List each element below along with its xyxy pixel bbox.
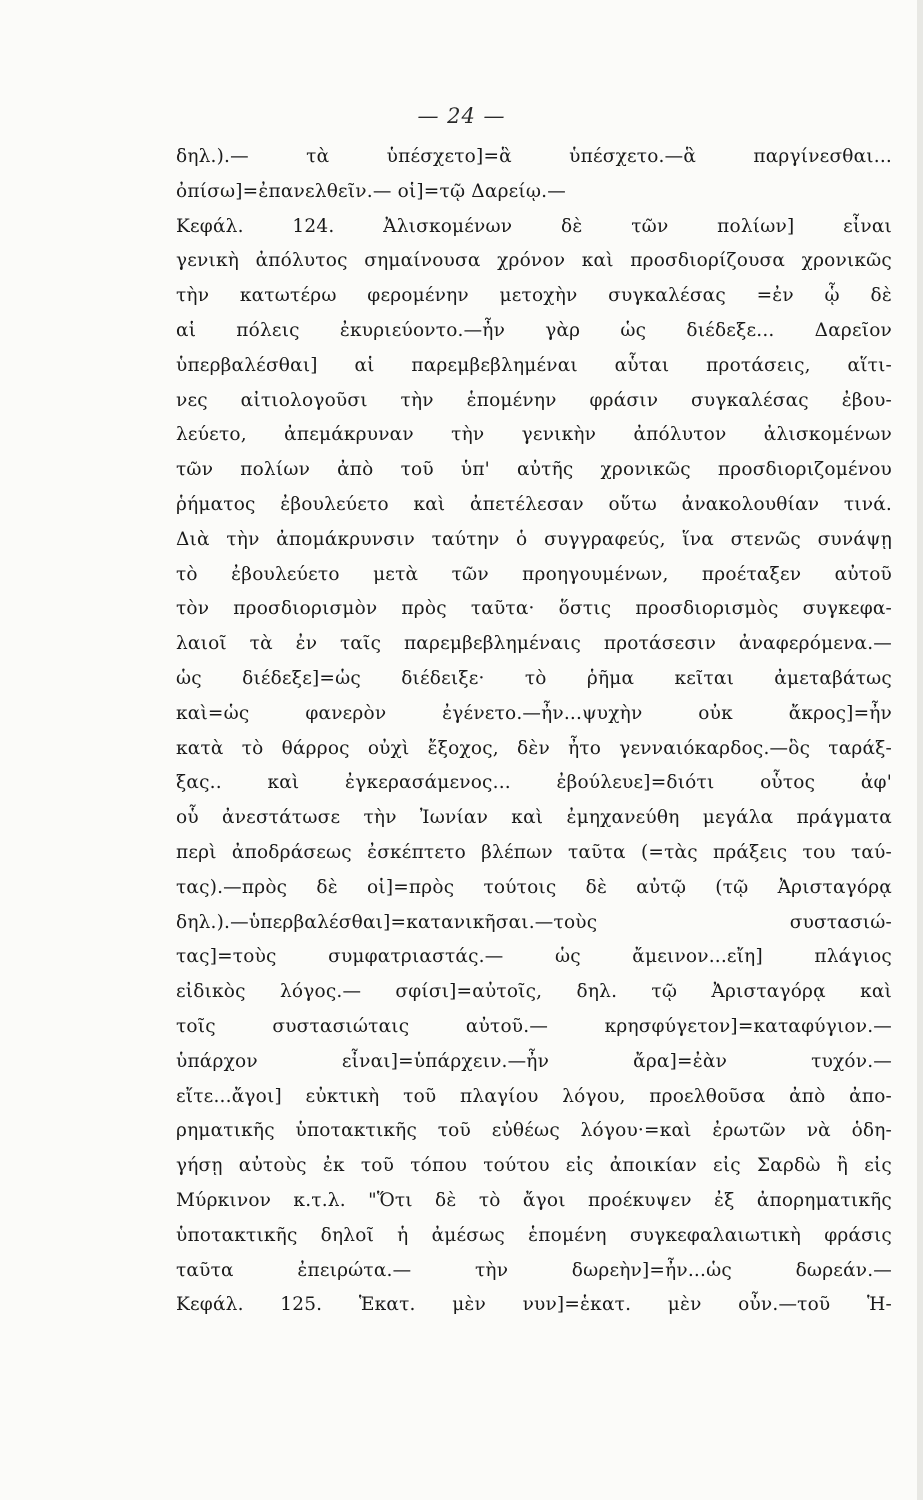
text-line: δηλ.).—ὑπερβαλέσθαι]=κατανικῆσαι.—τοὺς συστασιώ- bbox=[176, 911, 892, 933]
text-line: εἴτε...ἄγοι] εὐκτικὴ τοῦ πλαγίου λόγου, προελθοῦσα ἀπὸ ἀπο- bbox=[176, 1085, 892, 1107]
text-line: γενικὴ ἀπόλυτος σημαίνουσα χρόνον καὶ προσδιορίζουσα χρονικῶς bbox=[176, 250, 892, 272]
text-line: οὗ ἀνεστάτωσε τὴν Ἰωνίαν καὶ ἐμηχανεύθη μεγάλα πράγματα bbox=[176, 807, 892, 829]
text-line: λαιοῖ τὰ ἐν ταῖς παρεμβεβλημέναις προτάσεσιν ἀναφερόμενα.— bbox=[176, 633, 892, 655]
text-line: ὡς διέδεξε]=ὡς διέδειξε· τὸ ῥῆμα κεῖται ἀμεταβάτως bbox=[176, 667, 892, 689]
text-line: εἰδικὸς λόγος.— σφίσι]=αὐτοῖς, δηλ. τῷ Ἀρισταγόρᾳ καὶ bbox=[176, 981, 892, 1003]
text-line: ρηματικῆς ὑποτακτικῆς τοῦ εὐθέως λόγου·=καὶ ἐρωτῶν νὰ ὁδη- bbox=[176, 1120, 892, 1142]
text-line: ταῦτα ἐπειρώτα.— τὴν δωρεὴν]=ἦν...ὡς δωρεάν.— bbox=[176, 1259, 892, 1281]
page-number: — 24 — bbox=[417, 104, 506, 128]
text-line: τας).—πρὸς δὲ οἱ]=πρὸς τούτοις δὲ αὐτῷ (τῷ Ἀρισταγόρᾳ bbox=[176, 876, 892, 898]
text-line: ὑποτακτικῆς δηλοῖ ἡ ἀμέσως ἑπομένη συγκεφαλαιωτικὴ φράσις bbox=[176, 1224, 892, 1246]
text-line: νες αἰτιολογοῦσι τὴν ἑπομένην φράσιν συγκαλέσας ἐβου- bbox=[176, 389, 892, 411]
text-line: τὴν κατωτέρω φερομένην μετοχὴν συγκαλέσας =ἐν ᾧ δὲ bbox=[176, 285, 892, 307]
text-line: καὶ=ὡς φανερὸν ἐγένετο.—ἦν...ψυχὴν οὐκ ἄκρος]=ἦν bbox=[176, 702, 892, 724]
text-line: ῥήματος ἐβουλεύετο καὶ ἀπετέλεσαν οὕτω ἀνακολουθίαν τινά. bbox=[176, 493, 892, 515]
text-line: αἱ πόλεις ἐκυριεύοντο.—ἦν γὰρ ὡς διέδεξε... Δαρεῖον bbox=[176, 319, 892, 341]
text-line: Μύρκινον κ.τ.λ. "Ὅτι δὲ τὸ ἄγοι προέκυψεν ἐξ ἀπορηματικῆς bbox=[176, 1189, 892, 1211]
text-line: ξας.. καὶ ἐγκερασάμενος... ἐβούλευε]=διότι οὗτος ἀφ' bbox=[176, 772, 892, 794]
text-line: λεύετο, ἀπεμάκρυναν τὴν γενικὴν ἀπόλυτον ἀλισκομένων bbox=[176, 424, 892, 446]
page-edge bbox=[917, 0, 923, 1500]
text-line: Κεφάλ. 124. Ἀλισκομένων δὲ τῶν πολίων] εἶναι bbox=[176, 215, 892, 237]
text-line: ὑπερβαλέσθαι] αἱ παρεμβεβλημέναι αὗται προτάσεις, αἵτι- bbox=[176, 354, 892, 376]
text-line: τας]=τοὺς συμφατριαστάς.— ὡς ἄμεινον...εἴη] πλάγιος bbox=[176, 946, 892, 968]
text-line: τὸ ἐβουλεύετο μετὰ τῶν προηγουμένων, προέταξεν αὐτοῦ bbox=[176, 563, 892, 585]
text-line: δηλ.).— τὰ ὑπέσχετο]=ἃ ὑπέσχετο.—ἃ παργίνεσθαι... bbox=[176, 146, 892, 167]
body-text bbox=[176, 140, 892, 1323]
text-line: ὀπίσω]=ἐπανελθεῖν.— οἱ]=τῷ Δαρείῳ.— bbox=[176, 180, 566, 202]
text-line: τῶν πολίων ἀπὸ τοῦ ὑπ' αὐτῆς χρονικῶς προσδιοριζομένου bbox=[176, 459, 892, 481]
text-line: περὶ ἀποδράσεως ἐσκέπτετο βλέπων ταῦτα (=τὰς πράξεις του ταύ- bbox=[176, 841, 892, 863]
text-line: ὑπάρχον εἶναι]=ὑπάρχειν.—ἦν ἄρα]=ἐὰν τυχόν.— bbox=[176, 1050, 892, 1072]
text-line: τοῖς συστασιώταις αὐτοῦ.— κρησφύγετον]=καταφύγιον.— bbox=[176, 1015, 892, 1037]
text-line: τὸν προσδιορισμὸν πρὸς ταῦτα· ὅστις προσδιορισμὸς συγκεφα- bbox=[176, 598, 892, 620]
text-line: Κεφάλ. 125. Ἑκατ. μὲν νυν]=ἑκατ. μὲν οὖν.—τοῦ Ἡ- bbox=[176, 1294, 892, 1316]
text-line: κατὰ τὸ θάρρος οὐχὶ ἔξοχος, δὲν ἦτο γενναιόκαρδος.—ὃς ταράξ- bbox=[176, 737, 892, 759]
text-line: γήσῃ αὐτοὺς ἐκ τοῦ τόπου τούτου εἰς ἀποικίαν εἰς Σαρδὼ ἢ εἰς bbox=[176, 1155, 892, 1177]
text-line: Διὰ τὴν ἀπομάκρυνσιν ταύτην ὁ συγγραφεύς, ἵνα στενῶς συνάψῃ bbox=[176, 528, 892, 550]
